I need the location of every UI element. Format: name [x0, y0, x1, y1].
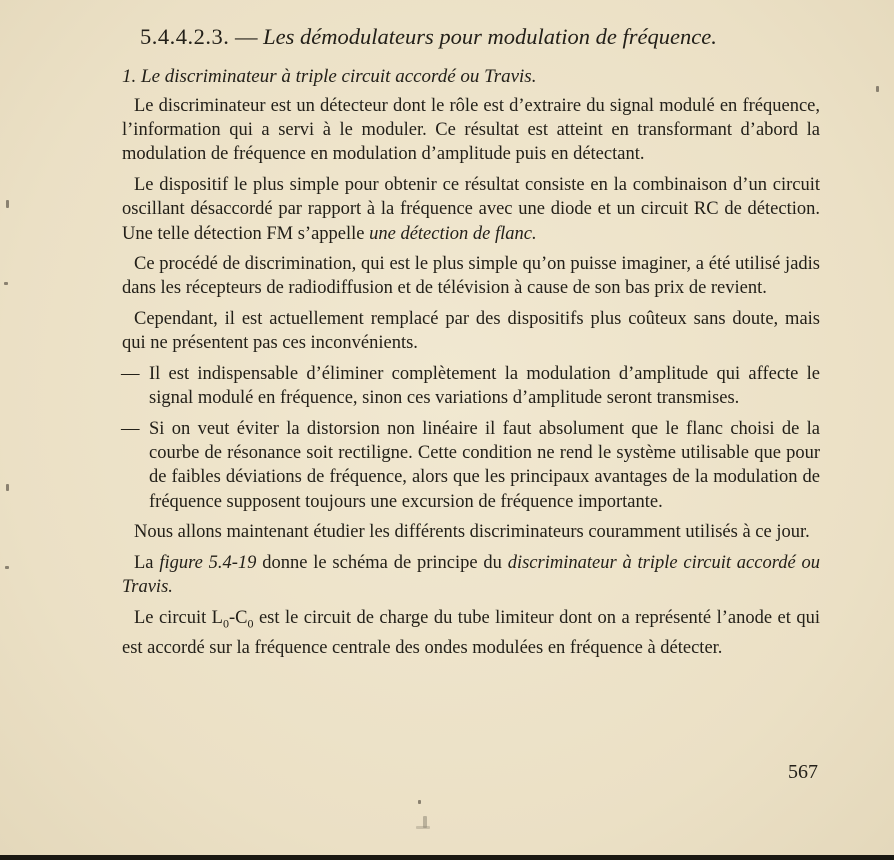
list-item-2-text: Si on veut éviter la distorsion non linéaire il faut absolument que le flanc choisi de la courbe de résonance soit rectiligne. Cette condition ne rend le système utilisable que pour de faibles déviations de fréquence, alors que les principaux avantages de la modulation de fréquence supposent toujours une excursion de fréquence importante. — [149, 418, 820, 512]
heading-dash: — — [235, 24, 258, 49]
body-text — [122, 94, 820, 666]
list-dash: — — [121, 418, 140, 439]
list-item-1-text: Il est indispensable d’éliminer complètement la modulation d’amplitude qui affecte le signal modulé en fréquence, sinon ces variations d’amplitude seront transmises. — [149, 364, 820, 409]
subsection-title: 1. Le discriminateur à triple circuit accordé ou Travis. — [122, 66, 537, 87]
paragraph-7-text-a: Le circuit L — [134, 607, 223, 628]
paper-speck — [6, 200, 9, 208]
paragraph-2-text: Le dispositif le plus simple pour obtenir ce résultat consiste en la combinaison d’un circuit oscillant désaccordé par rapport à la fréquence avec une diode et un circuit RC de détection. Une telle détection FM s’appelle — [122, 175, 820, 244]
list-item-2 — [122, 417, 820, 514]
subscript-l0: 0 — [223, 616, 229, 631]
scan-edge — [0, 855, 894, 860]
paragraph-6-text-b: donne le schéma de principe du — [256, 552, 508, 573]
paragraph-1: Le discriminateur est un détecteur dont le rôle est d’extraire du signal modulé en fréquence, l’information qui a servi à le moduler. Ce résultat est atteint en transformant d’abord la modulation de fréquence en modulation d’amplitude puis en détectant. — [122, 96, 820, 165]
paragraph-2 — [122, 173, 820, 246]
paragraph-7-text-b: -C — [229, 607, 248, 628]
paragraph-3: Ce procédé de discrimination, qui est le plus simple qu’on puisse imaginer, a été utilisé jadis dans les récepteurs de radiodiffusion et de télévision à cause de son bas prix de revient. — [122, 254, 820, 299]
section-number: 5.4.4.2.3. — [140, 24, 230, 49]
paragraph-7-text-c: est le circuit de charge du tube limiteur dont on a représenté l’anode et qui est accordé sur la fréquence centrale des ondes modulées en fréquence à détecter. — [122, 607, 820, 658]
paper-speck — [876, 86, 879, 92]
paragraph-4: Cependant, il est actuellement remplacé par des dispositifs plus coûteux sans doute, mais qui ne présentent pas ces inconvénients. — [122, 309, 820, 354]
section-heading — [140, 22, 840, 52]
section-title: Les démodulateurs pour modulation de fréquence. — [263, 24, 717, 49]
paragraph-5: Nous allons maintenant étudier les différents discriminateurs couramment utilisés à ce jour. — [134, 522, 810, 543]
list-item-1 — [122, 362, 820, 410]
paper-speck — [416, 826, 430, 829]
paragraph-6-text-a: La — [134, 552, 160, 573]
paper-speck — [4, 282, 8, 285]
list-dash: — — [121, 364, 140, 385]
page-number: 567 — [788, 761, 818, 783]
paragraph-2-emphasis: une détection de flanc. — [369, 223, 537, 244]
paragraph-7 — [122, 606, 820, 660]
paper-speck — [6, 484, 9, 491]
figure-reference: figure 5.4-19 — [159, 552, 257, 573]
paragraph-6-emphasis: discriminateur à triple circuit accordé ou Travis. — [122, 552, 821, 598]
subscript-c0: 0 — [247, 616, 254, 631]
paragraph-6 — [122, 551, 820, 599]
paper-speck — [418, 800, 421, 804]
paper-speck — [5, 566, 9, 569]
